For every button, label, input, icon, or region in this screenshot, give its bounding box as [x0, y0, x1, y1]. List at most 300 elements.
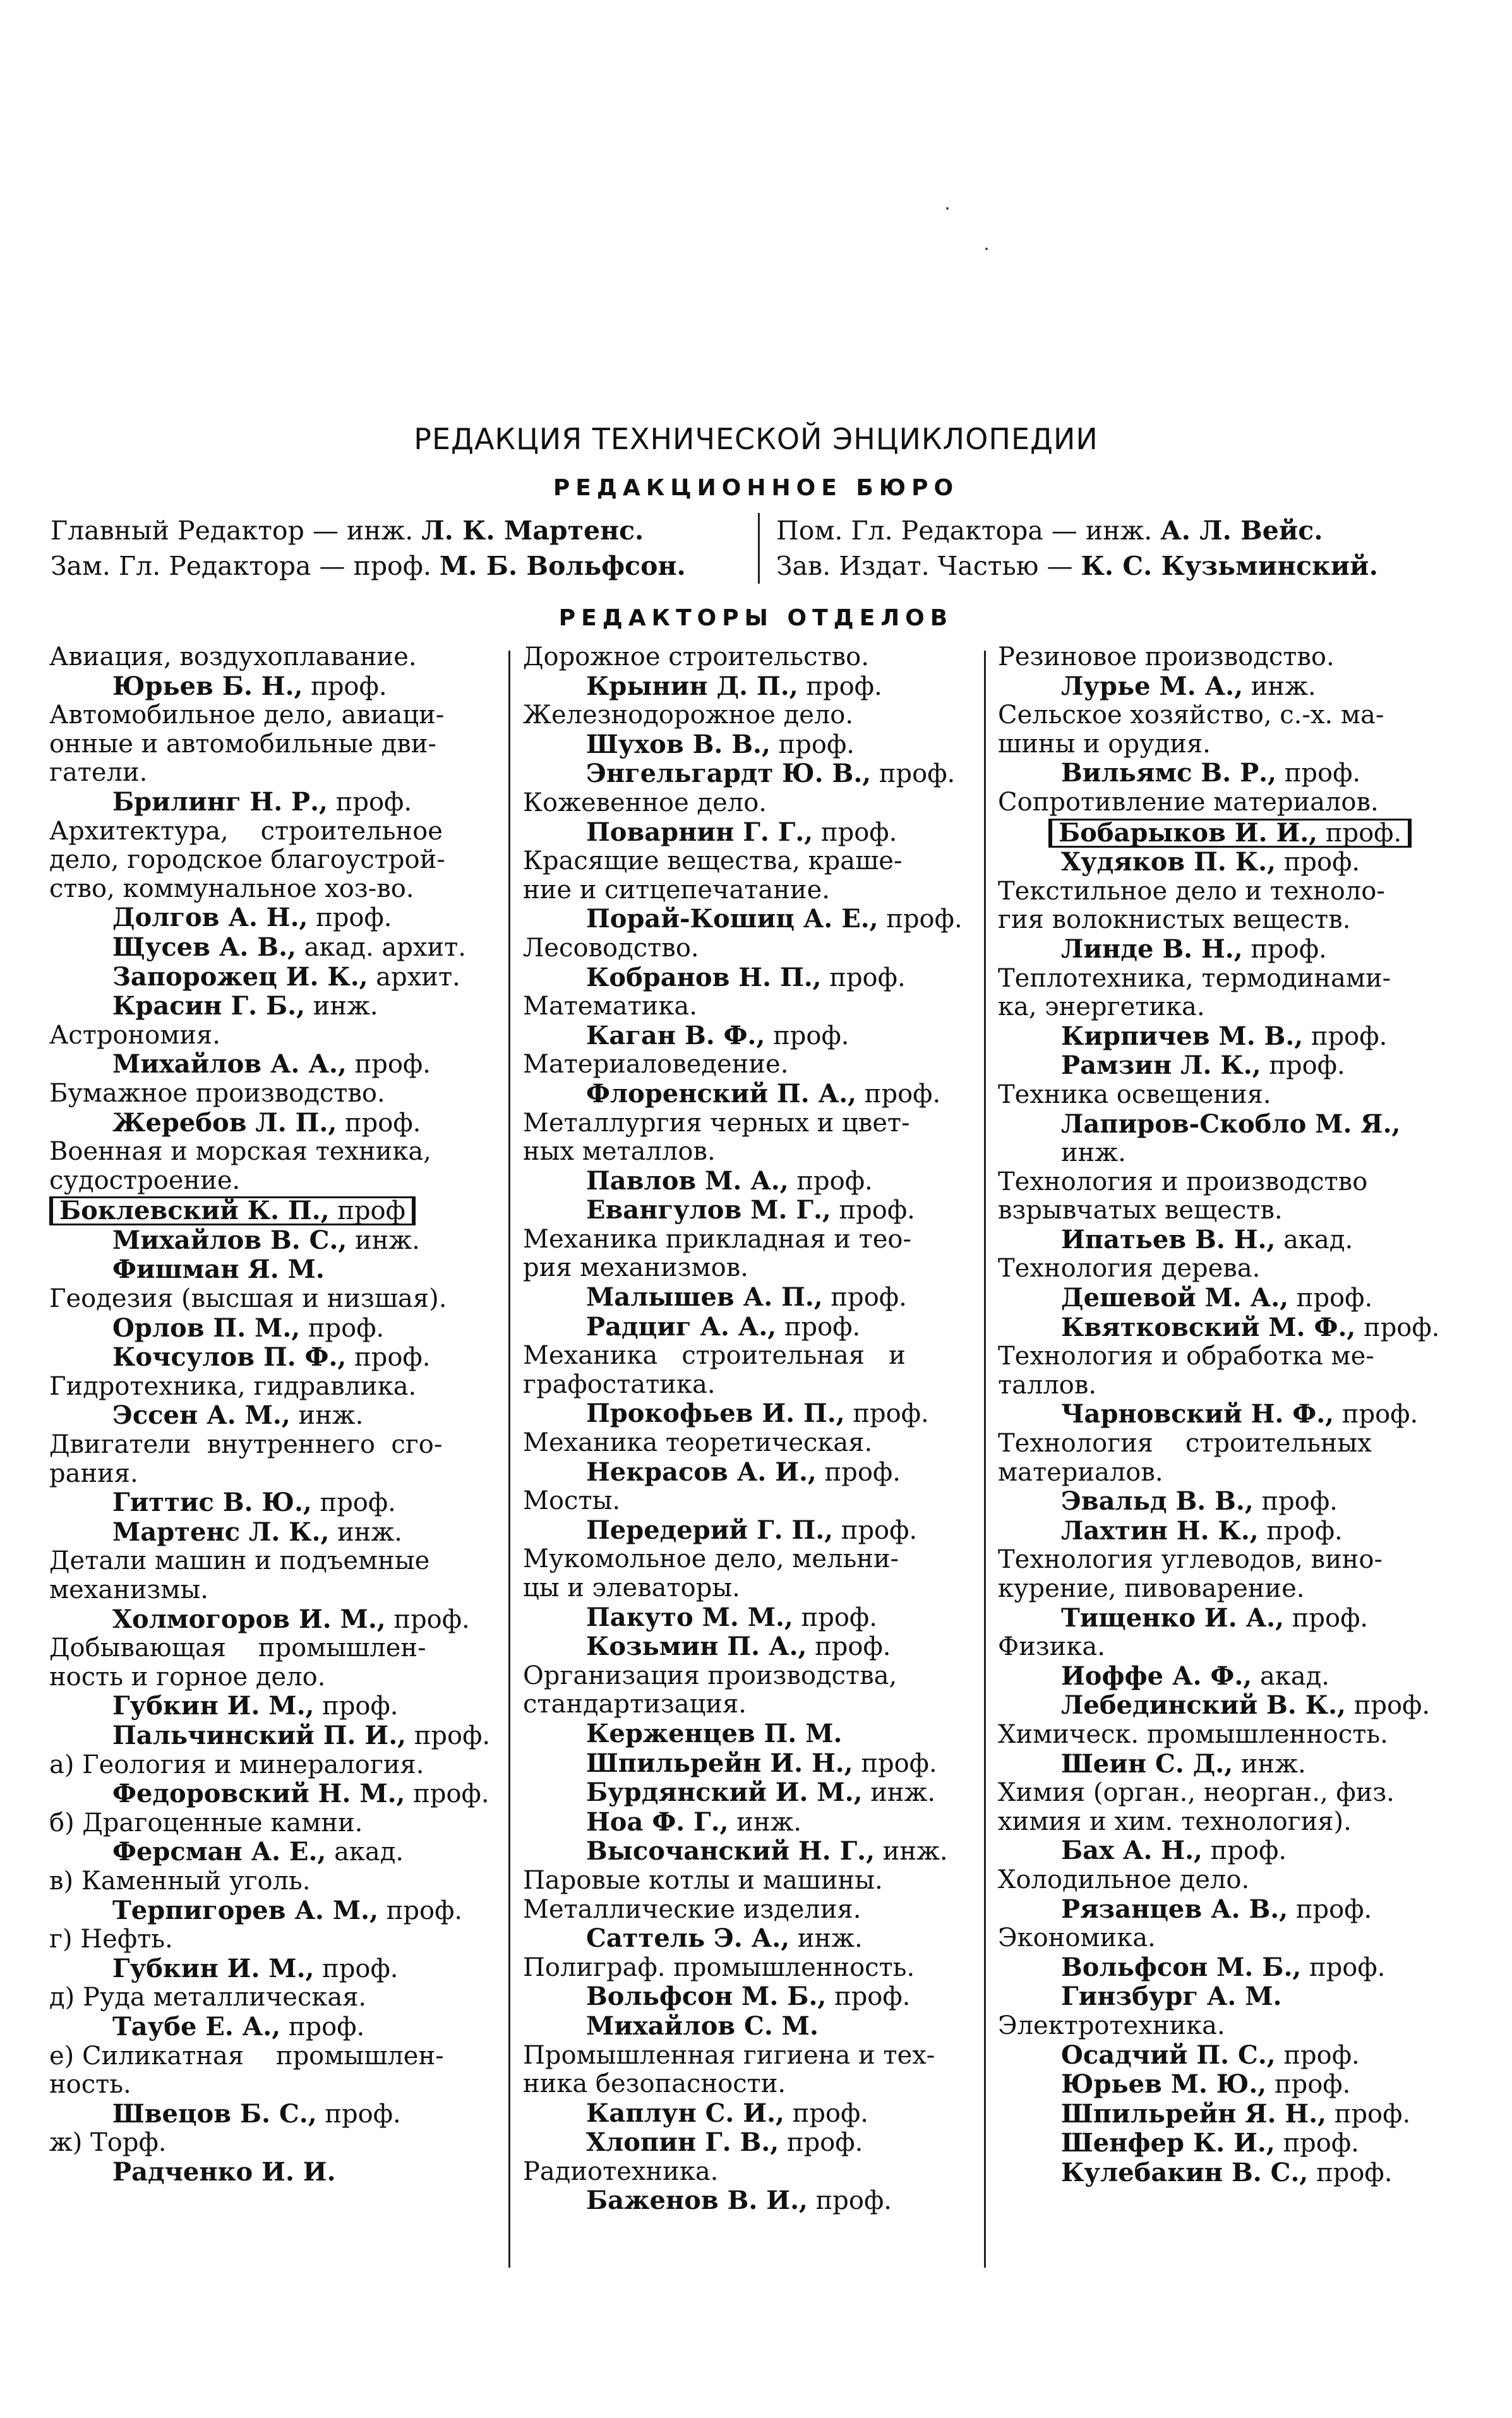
- editor-rank: проф.: [776, 1312, 861, 1342]
- editor-name: Вольфсон М. Б.,: [1061, 1952, 1302, 1982]
- department-name: Технология строительных: [998, 1429, 1372, 1459]
- editor-name: Красин Г. Б.,: [112, 992, 305, 1021]
- editor-rank: проф.: [300, 1313, 385, 1343]
- editor: [998, 2100, 1443, 2129]
- editor: [998, 1895, 1443, 1925]
- department-name: таллов.: [998, 1371, 1097, 1400]
- editor-name: Запорожец И. К.,: [112, 962, 368, 992]
- editor: [523, 2186, 968, 2216]
- editor: [523, 1808, 968, 1838]
- editor-rank: проф.: [1301, 1952, 1386, 1982]
- editor: [49, 2158, 495, 2187]
- editor-name: Орлов П. М.,: [112, 1313, 301, 1343]
- editor-name: Шеин С. Д.,: [1061, 1749, 1233, 1779]
- editor: [49, 1343, 495, 1373]
- editor-name: Жеребов Л. П.,: [112, 1108, 337, 1138]
- department-name: механизмы.: [49, 1576, 208, 1604]
- editor-rank: проф.: [1284, 1603, 1369, 1633]
- department-name: Теплотехника, термодинами-: [998, 964, 1391, 993]
- editor-name: Гиттис В. Ю.,: [112, 1488, 312, 1518]
- editor-rank: проф.: [346, 1050, 431, 1080]
- page-title: РЕДАКЦИЯ ТЕХНИЧЕСКОЙ ЭНЦИКЛОПЕДИИ: [414, 422, 1098, 456]
- editor-name: Кулебакин В. С.,: [1061, 2158, 1309, 2187]
- editor: [49, 1314, 495, 1344]
- editor-rank: проф.: [1202, 1836, 1287, 1866]
- department-name: Астрономия.: [49, 1021, 220, 1050]
- editor-rank: проф.: [303, 671, 387, 701]
- editor-rank: проф.: [1288, 1284, 1373, 1313]
- editor-name: Козьмин П. А.,: [586, 1632, 807, 1662]
- editor-name: Боклевский К. П.,: [59, 1196, 330, 1226]
- editor-name: Поварнин Г. Г.,: [586, 817, 813, 847]
- editor-name: Худяков П. К.,: [1061, 848, 1276, 877]
- editor: [998, 1517, 1443, 1546]
- editor-rank: проф.: [1275, 2129, 1359, 2158]
- editor-rank: проф.: [798, 671, 882, 701]
- department-name: Экономика.: [998, 1924, 1156, 1953]
- editor: [998, 1662, 1443, 1692]
- column-3: [998, 643, 1443, 2187]
- department-name: шины и орудия.: [998, 730, 1211, 759]
- department-name: Математика.: [523, 992, 697, 1021]
- editor-name: Осадчий П. С.,: [1061, 2040, 1276, 2070]
- editor: [49, 992, 495, 1021]
- editor-rank: архит.: [368, 962, 460, 992]
- department-name: Технология дерева.: [998, 1254, 1261, 1284]
- department-name: гия волокнистых веществ.: [998, 906, 1351, 935]
- department-name: судостроение.: [49, 1166, 241, 1195]
- department-name: Металлические изделия.: [523, 1895, 861, 1924]
- editor-name: Радченко И. И.: [112, 2157, 336, 2187]
- editor: [49, 2100, 495, 2129]
- editor-rank: инж.: [789, 1924, 863, 1954]
- editor-rank: проф.: [784, 2098, 869, 2128]
- editor: [49, 1692, 495, 1721]
- editor-rank: проф.: [1276, 848, 1360, 877]
- department-name: Красящие вещества, краше-: [523, 847, 903, 876]
- editor-name: Юрьев М. Ю.,: [1061, 2070, 1267, 2100]
- editor: [998, 1750, 1443, 1779]
- editor-rank: проф.: [856, 1079, 941, 1109]
- bureau-name: А. Л. Вейс.: [1160, 515, 1323, 546]
- editor-name: Лапиров-Скобло М. Я.,: [1061, 1109, 1401, 1139]
- editor: [523, 818, 968, 848]
- editor-name: Каплун С. И.,: [586, 2098, 784, 2128]
- department-name: Организация производства,: [523, 1661, 897, 1690]
- department-name: Детали машин и подъемные: [49, 1547, 430, 1576]
- editor: [49, 1721, 495, 1751]
- bureau-entry: [51, 548, 745, 584]
- department-name: ность.: [49, 2071, 131, 2100]
- editor-name: Эссен А. М.,: [112, 1401, 291, 1431]
- editor-rank: акад. архит.: [296, 932, 466, 962]
- department-name: ка, энергетика.: [998, 993, 1205, 1022]
- editor-rank: проф.: [1242, 934, 1327, 964]
- editor-deceased: [1048, 817, 1443, 848]
- editor-name: Кобранов Н. П.,: [586, 963, 822, 992]
- editor-name: Передерий Г. П.,: [586, 1515, 834, 1545]
- department-name: б) Драгоценные камни.: [49, 1808, 363, 1838]
- editor: [49, 1050, 495, 1080]
- department-name: графостатика.: [523, 1370, 716, 1399]
- editor: [523, 1924, 968, 1954]
- editor: [998, 2041, 1443, 2071]
- editor: [49, 963, 495, 992]
- editor: [49, 1226, 495, 1256]
- department-name: Двигатели внутреннего сго-: [49, 1431, 443, 1460]
- department-name: Архитектура, строительное: [49, 817, 443, 846]
- department-name: Лесоводство.: [523, 934, 699, 963]
- department-name: Промышленная гигиена и тех-: [523, 2041, 935, 2070]
- department-name: материалов.: [998, 1458, 1163, 1487]
- editor: [998, 1487, 1443, 1517]
- bureau-role: Зав. Издат. Частью —: [776, 551, 1073, 581]
- department-name: Технология и обработка ме-: [998, 1342, 1374, 1371]
- editor: [49, 1109, 495, 1138]
- editor: [998, 1284, 1443, 1313]
- department-name: ника безопасности.: [523, 2070, 786, 2099]
- editor-name: Губкин И. М.,: [112, 1954, 315, 1983]
- editor-rank: проф.: [871, 759, 956, 789]
- editor: [523, 1458, 968, 1488]
- editor: [523, 1632, 968, 1662]
- editor: [49, 1488, 495, 1518]
- editor-name: Шенфер К. И.,: [1061, 2129, 1275, 2158]
- editor-name: Радциг А. А.,: [586, 1312, 777, 1342]
- editor-name: Ферсман А. Е.,: [112, 1838, 327, 1867]
- editor-name: Линде В. Н.,: [1061, 934, 1243, 964]
- editor-name: Шпильрейн Я. Н.,: [1061, 2099, 1327, 2129]
- editor-name: Михайлов В. С.,: [112, 1225, 347, 1255]
- editor-rank: проф.: [314, 1692, 399, 1721]
- department-name: в) Каменный уголь.: [49, 1867, 311, 1896]
- editor: [49, 1896, 495, 1926]
- editor-name: Баженов В. И.,: [586, 2186, 808, 2216]
- bureau-entry: [776, 513, 1490, 548]
- department-name: Дорожное строительство.: [523, 643, 869, 671]
- editor-name: Квятковский М. Ф.,: [1061, 1313, 1356, 1342]
- editor: [523, 2099, 968, 2129]
- editor-deceased: [49, 1195, 495, 1226]
- editor: [998, 1022, 1443, 1052]
- editor: [49, 672, 495, 702]
- editor-name: Брилинг Н. Р.,: [112, 787, 328, 817]
- department-name: Автомобильное дело, авиаци-: [49, 701, 445, 730]
- editor: [523, 1021, 968, 1051]
- editor-rank: инж.: [305, 992, 378, 1021]
- editor-name: Тищенко И. А.,: [1061, 1603, 1285, 1633]
- departments-heading: РЕДАКТОРЫ ОТДЕЛОВ: [558, 605, 954, 631]
- department-name: Паровые котлы и машины.: [523, 1866, 883, 1895]
- editor: [523, 1313, 968, 1342]
- editor: [49, 1605, 495, 1635]
- editor: [523, 1982, 968, 2012]
- department-name: рия механизмов.: [523, 1254, 748, 1283]
- editor-rank: проф.: [1258, 1516, 1343, 1546]
- editor-name: Шпильрейн И. Н.,: [586, 1748, 853, 1778]
- editor-rank: проф.: [853, 1748, 937, 1778]
- editor-rank: инж.: [290, 1401, 364, 1431]
- editor: [523, 963, 968, 993]
- editor: [998, 1604, 1443, 1633]
- editor-name: Лебединский В. К.,: [1061, 1691, 1346, 1721]
- stray-dot: [985, 248, 988, 250]
- editor: [49, 1779, 495, 1809]
- editor-rank: проф.: [337, 1108, 421, 1138]
- department-name: Механика строительная и: [523, 1342, 906, 1371]
- editor: [998, 759, 1443, 788]
- editor-rank: инж.: [1243, 671, 1316, 701]
- editor: [998, 1225, 1443, 1255]
- department-name: ных металлов.: [523, 1138, 716, 1167]
- editor: [523, 672, 968, 702]
- editor: [998, 1400, 1443, 1429]
- department-name: Технология углеводов, вино-: [998, 1546, 1383, 1575]
- department-name: Железнодорожное дело.: [523, 701, 854, 730]
- stray-dot: [946, 207, 949, 210]
- editor: [523, 759, 968, 789]
- editor-rank: проф.: [280, 2012, 365, 2042]
- department-name: взрывчатых веществ.: [998, 1196, 1283, 1225]
- department-name: Механика прикладная и тео-: [523, 1225, 911, 1254]
- editor: [523, 1778, 968, 1808]
- editor-rank: проф.: [807, 1632, 891, 1662]
- editor-rank: проф.: [314, 1954, 399, 1983]
- editor-rank: инж.: [728, 1807, 802, 1837]
- editor: [49, 903, 495, 933]
- department-name: Военная и морская техника,: [49, 1138, 431, 1167]
- editor-rank: проф.: [821, 963, 906, 992]
- column-divider: [508, 651, 510, 2268]
- editor-rank: проф.: [765, 1021, 849, 1050]
- editor: [998, 935, 1443, 965]
- department-name: Холодильное дело.: [998, 1865, 1250, 1894]
- editor-rank: проф.: [1334, 1400, 1419, 1429]
- editor-name: Каган В. Ф.,: [586, 1021, 765, 1050]
- editor-name: Лурье М. А.,: [1061, 671, 1244, 701]
- editor-name: Вильямс В. Р.,: [1061, 759, 1276, 788]
- department-name: д) Руда металлическая.: [49, 1983, 367, 2012]
- editor-rank: инж.: [862, 1778, 936, 1808]
- department-name: Геодезия (высшая и низшая).: [49, 1285, 447, 1314]
- editor-name: Юрьев Б. Н.,: [112, 671, 303, 701]
- department-name: Материаловедение.: [523, 1050, 789, 1080]
- editor-name: Энгельгардт Ю. В.,: [586, 759, 872, 789]
- department-name: Мукомольное дело, мельни-: [523, 1545, 899, 1574]
- editor-rank: проф.: [813, 817, 897, 847]
- department-name: Металлургия черных и цвет-: [523, 1109, 910, 1138]
- editor-name: Губкин И. М.,: [112, 1692, 315, 1721]
- editor-name: Пакуто М. М.,: [586, 1603, 793, 1632]
- editor-rank: проф.: [831, 1196, 915, 1225]
- editor-name: Иоффе А. Ф.,: [1061, 1661, 1252, 1691]
- department-name: ж) Торф.: [49, 2129, 167, 2158]
- editor-name: Федоровский Н. М.,: [112, 1779, 405, 1809]
- editor: [998, 1110, 1443, 1140]
- bureau-right: [758, 513, 1490, 584]
- department-name: Электротехника.: [998, 2011, 1225, 2040]
- editor-rank: проф.: [1275, 2040, 1360, 2070]
- editor-rank: проф.: [1303, 1021, 1388, 1051]
- department-name: Полиграф. промышленность.: [523, 1953, 915, 1982]
- editor-name: Лахтин Н. К.,: [1061, 1516, 1259, 1546]
- editor: [523, 1196, 968, 1225]
- column-2: [523, 643, 968, 2216]
- editor-name: Флоренский П. А.,: [586, 1079, 857, 1109]
- editor-name: Бурдянский И. М.,: [586, 1778, 863, 1808]
- editor-rank: проф.: [1253, 1487, 1338, 1517]
- editor-rank: проф.: [1276, 759, 1361, 788]
- editor: [998, 2129, 1443, 2158]
- editor-rank: проф.: [793, 1603, 877, 1632]
- editor-rank: проф.: [1345, 1691, 1431, 1721]
- editor-rank: проф.: [378, 1896, 463, 1925]
- editor-name: Швецов Б. С.,: [112, 2099, 317, 2129]
- editor: [49, 1838, 495, 1867]
- editor: [998, 848, 1443, 877]
- editor: [49, 933, 495, 963]
- editor-name: Долгов А. Н.,: [112, 903, 308, 933]
- bureau-entry: [51, 513, 745, 548]
- department-name: Технология и производство: [998, 1167, 1368, 1196]
- editor-rank: проф.: [822, 1283, 907, 1313]
- bureau-name: М. Б. Вольфсон.: [439, 551, 686, 581]
- department-name: Бумажное производство.: [49, 1079, 385, 1108]
- editor-rank: проф.: [826, 1982, 911, 2012]
- editor-name: Вольфсон М. Б.,: [586, 1982, 827, 2012]
- editor: [998, 2070, 1443, 2100]
- editor-rank: проф.: [878, 905, 963, 934]
- editor: [49, 1954, 495, 1984]
- editor-name: Дешевой М. А.,: [1061, 1284, 1289, 1313]
- editor-rank: проф.: [1317, 818, 1402, 848]
- editor-rank: инж.: [875, 1837, 948, 1867]
- editor-name: Бобарыков И. И.,: [1059, 817, 1318, 848]
- bureau-role: Пом. Гл. Редактора — инж.: [776, 515, 1153, 546]
- editor: [998, 1313, 1443, 1343]
- editor-name: Малышев А. П.,: [586, 1283, 823, 1313]
- editor-rank: проф.: [816, 1457, 901, 1487]
- department-name: Сопротивление материалов.: [998, 788, 1379, 817]
- editor-rank: инж.: [1233, 1749, 1306, 1779]
- editor-name: Щусев А. В.,: [112, 932, 296, 962]
- editor-rank: проф.: [406, 1721, 491, 1750]
- editor: [49, 788, 495, 817]
- editor-rank: проф.: [807, 2186, 892, 2216]
- editor-name: Терпигорев А. М.,: [112, 1896, 379, 1925]
- editor: [523, 2128, 968, 2158]
- department-name: дело, городское благоустрой-: [49, 846, 445, 875]
- editor: [523, 1603, 968, 1633]
- department-name: Техника освещения.: [998, 1080, 1271, 1109]
- editor-rank: проф.: [316, 2099, 401, 2129]
- editor-name: Михайлов С. М.: [586, 2011, 819, 2041]
- editor-rank: инж.: [329, 1517, 402, 1547]
- editor-rank: проф.: [770, 730, 855, 759]
- editor-title: инж.: [1061, 1139, 1126, 1168]
- editor-rank: проф.: [788, 1166, 873, 1196]
- editor-name: Порай-Кошиц А. Е.,: [586, 905, 879, 934]
- editor-name: Крынин Д. П.,: [586, 671, 798, 701]
- editor-rank: проф.: [844, 1399, 929, 1429]
- editor: [49, 2012, 495, 2042]
- editor: [49, 1518, 495, 1548]
- department-name: Кожевенное дело.: [523, 788, 767, 817]
- department-name: Резиновое производство.: [998, 643, 1335, 671]
- editor-rank: проф.: [385, 1604, 470, 1634]
- editor: [998, 2158, 1443, 2188]
- bureau-name: К. С. Кузьминский.: [1081, 551, 1378, 581]
- department-name: Сельское хозяйство, с.-х. ма-: [998, 701, 1384, 730]
- editor-name: Рязанцев А. В.,: [1061, 1894, 1288, 1924]
- editor-name: Высочанский Н. Г.,: [586, 1837, 875, 1867]
- department-name: онные и автомобильные дви-: [49, 730, 436, 759]
- editor: [523, 1516, 968, 1546]
- editor-name: Керженцев П. М.: [586, 1719, 843, 1748]
- bureau-role: Зам. Гл. Редактора — проф.: [51, 551, 431, 581]
- editor-rank: инж.: [347, 1225, 420, 1255]
- department-name: гатели.: [49, 759, 148, 788]
- editor-rank: акад.: [1252, 1661, 1329, 1691]
- editor-name: Михайлов А. А.,: [112, 1050, 347, 1080]
- department-name: Химия (орган., неорган., физ.: [998, 1779, 1395, 1808]
- department-name: курение, пивоварение.: [998, 1575, 1305, 1603]
- editor-name: Эвальд В. В.,: [1061, 1487, 1254, 1517]
- department-name: е) Силикатная промышлен-: [49, 2042, 444, 2071]
- department-name: Гидротехника, гидравлика.: [49, 1372, 417, 1401]
- editor: [523, 1837, 968, 1867]
- editor-name: Чарновский Н. Ф.,: [1061, 1400, 1335, 1429]
- editor: [523, 1167, 968, 1196]
- bureau-role: Главный Редактор — инж.: [51, 515, 414, 546]
- editor: [523, 1719, 968, 1749]
- editor: [998, 1982, 1443, 2012]
- editor-rank: акад.: [326, 1838, 404, 1867]
- editor: [523, 1749, 968, 1779]
- department-name: Мосты.: [523, 1487, 621, 1516]
- editor: [523, 1399, 968, 1429]
- department-name: г) Нефть.: [49, 1925, 173, 1954]
- department-name: ство, коммунальное хоз-во.: [49, 874, 414, 903]
- bureau-entry: [776, 548, 1490, 584]
- editor: [49, 1255, 495, 1285]
- editor-rank: проф.: [779, 2128, 863, 2158]
- editor-rank: проф.: [1308, 2158, 1393, 2187]
- department-name: химия и хим. технология).: [998, 1807, 1352, 1836]
- editor-rank: проф.: [1355, 1313, 1440, 1342]
- editor-rank: проф.: [1266, 2070, 1351, 2100]
- department-name: Физика.: [998, 1633, 1105, 1662]
- editor-name: Евангулов М. Г.,: [586, 1196, 831, 1225]
- editor-rank: проф.: [1288, 1894, 1372, 1924]
- editor-rank: проф: [329, 1196, 405, 1226]
- department-name: Авиация, воздухоплавание.: [49, 643, 417, 671]
- editor-name: Кочсулов П. Ф.,: [112, 1343, 347, 1373]
- editor-rank: проф.: [1261, 1051, 1345, 1081]
- editor-name: Кирпичев М. В.,: [1061, 1021, 1304, 1051]
- editor: [523, 730, 968, 760]
- editor-rank: проф.: [308, 903, 392, 933]
- editor-name: Павлов М. А.,: [586, 1166, 789, 1196]
- department-editors: [49, 643, 1464, 2273]
- editor: [998, 1836, 1443, 1866]
- department-name: Добывающая промышлен-: [49, 1634, 426, 1663]
- department-name: стандартизация.: [523, 1690, 747, 1719]
- editor-name: Таубе Е. А.,: [112, 2012, 281, 2042]
- bureau-name: Л. К. Мартенс.: [421, 515, 644, 546]
- editor-name: Ноа Ф. Г.,: [586, 1807, 729, 1837]
- department-name: Химическ. промышленность.: [998, 1720, 1388, 1749]
